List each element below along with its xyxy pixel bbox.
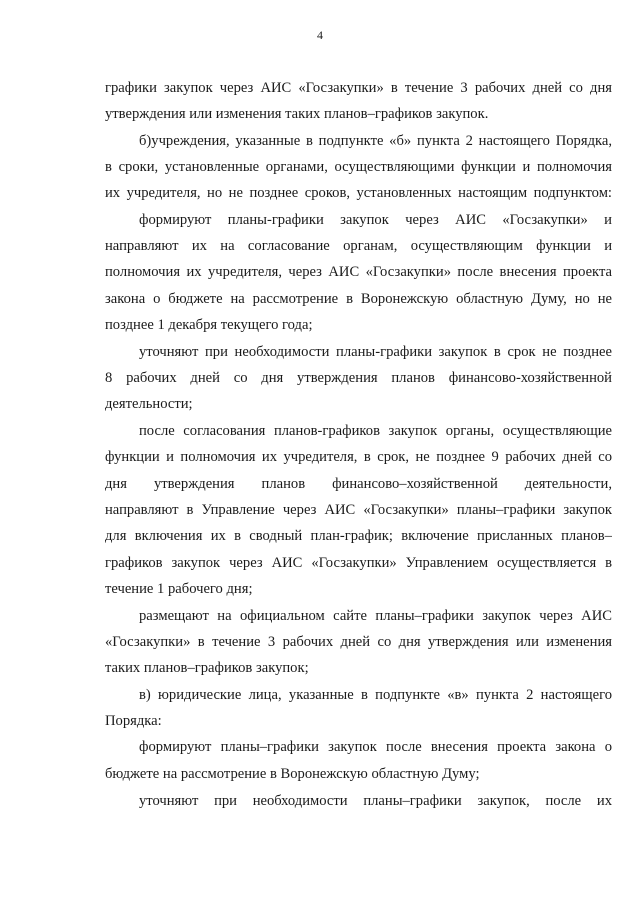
text-line: функции и полномочия их учредителя, в срок, не позднее 9 рабочих дней со xyxy=(105,449,612,465)
text-line: деятельности; xyxy=(105,396,193,412)
text-line: в сроки, установленные органами, осуществляющими функции и полномочия xyxy=(105,159,612,175)
text-line: таких планов–графиков закупок; xyxy=(105,660,309,676)
text-line: направляют их на согласование органам, осуществляющим функции и xyxy=(105,238,612,254)
text-line: закона о бюджете на рассмотрение в Воронежскую областную Думу, но не xyxy=(105,291,612,307)
text-line: уточняют при необходимости планы–графики закупок, после их xyxy=(139,793,612,809)
text-line: после согласования планов-графиков закупок органы, осуществляющие xyxy=(139,423,612,439)
text-line: направляют в Управление через АИС «Госзакупки» планы–графики закупок xyxy=(105,502,612,518)
text-line: Порядка: xyxy=(105,713,162,729)
page-number: 4 xyxy=(317,28,323,42)
text-line: течение 1 рабочего дня; xyxy=(105,581,253,597)
text-line: дня утверждения планов финансово–хозяйственной деятельности, xyxy=(105,476,612,492)
text-line: бюджете на рассмотрение в Воронежскую областную Думу; xyxy=(105,766,480,782)
text-line: в) юридические лица, указанные в подпункте «в» пункта 2 настоящего xyxy=(139,687,612,703)
text-line: позднее 1 декабря текущего года; xyxy=(105,317,313,333)
text-line: для включения их в сводный план-график; включение присланных планов– xyxy=(105,528,612,544)
text-line: полномочия их учредителя, через АИС «Госзакупки» после внесения проекта xyxy=(105,264,612,280)
text-line: формируют планы–графики закупок после внесения проекта закона о xyxy=(139,739,612,755)
text-line: графиков закупок через АИС «Госзакупки» Управлением осуществляется в xyxy=(105,555,612,571)
text-line: их учредителя, но не позднее сроков, установленных настоящим подпунктом: xyxy=(105,185,612,201)
text-line: размещают на официальном сайте планы–графики закупок через АИС xyxy=(139,608,612,624)
text-line: графики закупок через АИС «Госзакупки» в течение 3 рабочих дней со дня xyxy=(105,80,612,96)
text-line: формируют планы-графики закупок через АИС «Госзакупки» и xyxy=(139,212,612,228)
text-line: утверждения или изменения таких планов–графиков закупок. xyxy=(105,106,489,122)
text-line: 8 рабочих дней со дня утверждения планов финансово-хозяйственной xyxy=(105,370,612,386)
text-line: уточняют при необходимости планы-графики закупок в срок не позднее xyxy=(139,344,612,360)
text-line: «Госзакупки» в течение 3 рабочих дней со дня утверждения или изменения xyxy=(105,634,612,650)
text-line: б)учреждения, указанные в подпункте «б» пункта 2 настоящего Порядка, xyxy=(139,133,612,149)
